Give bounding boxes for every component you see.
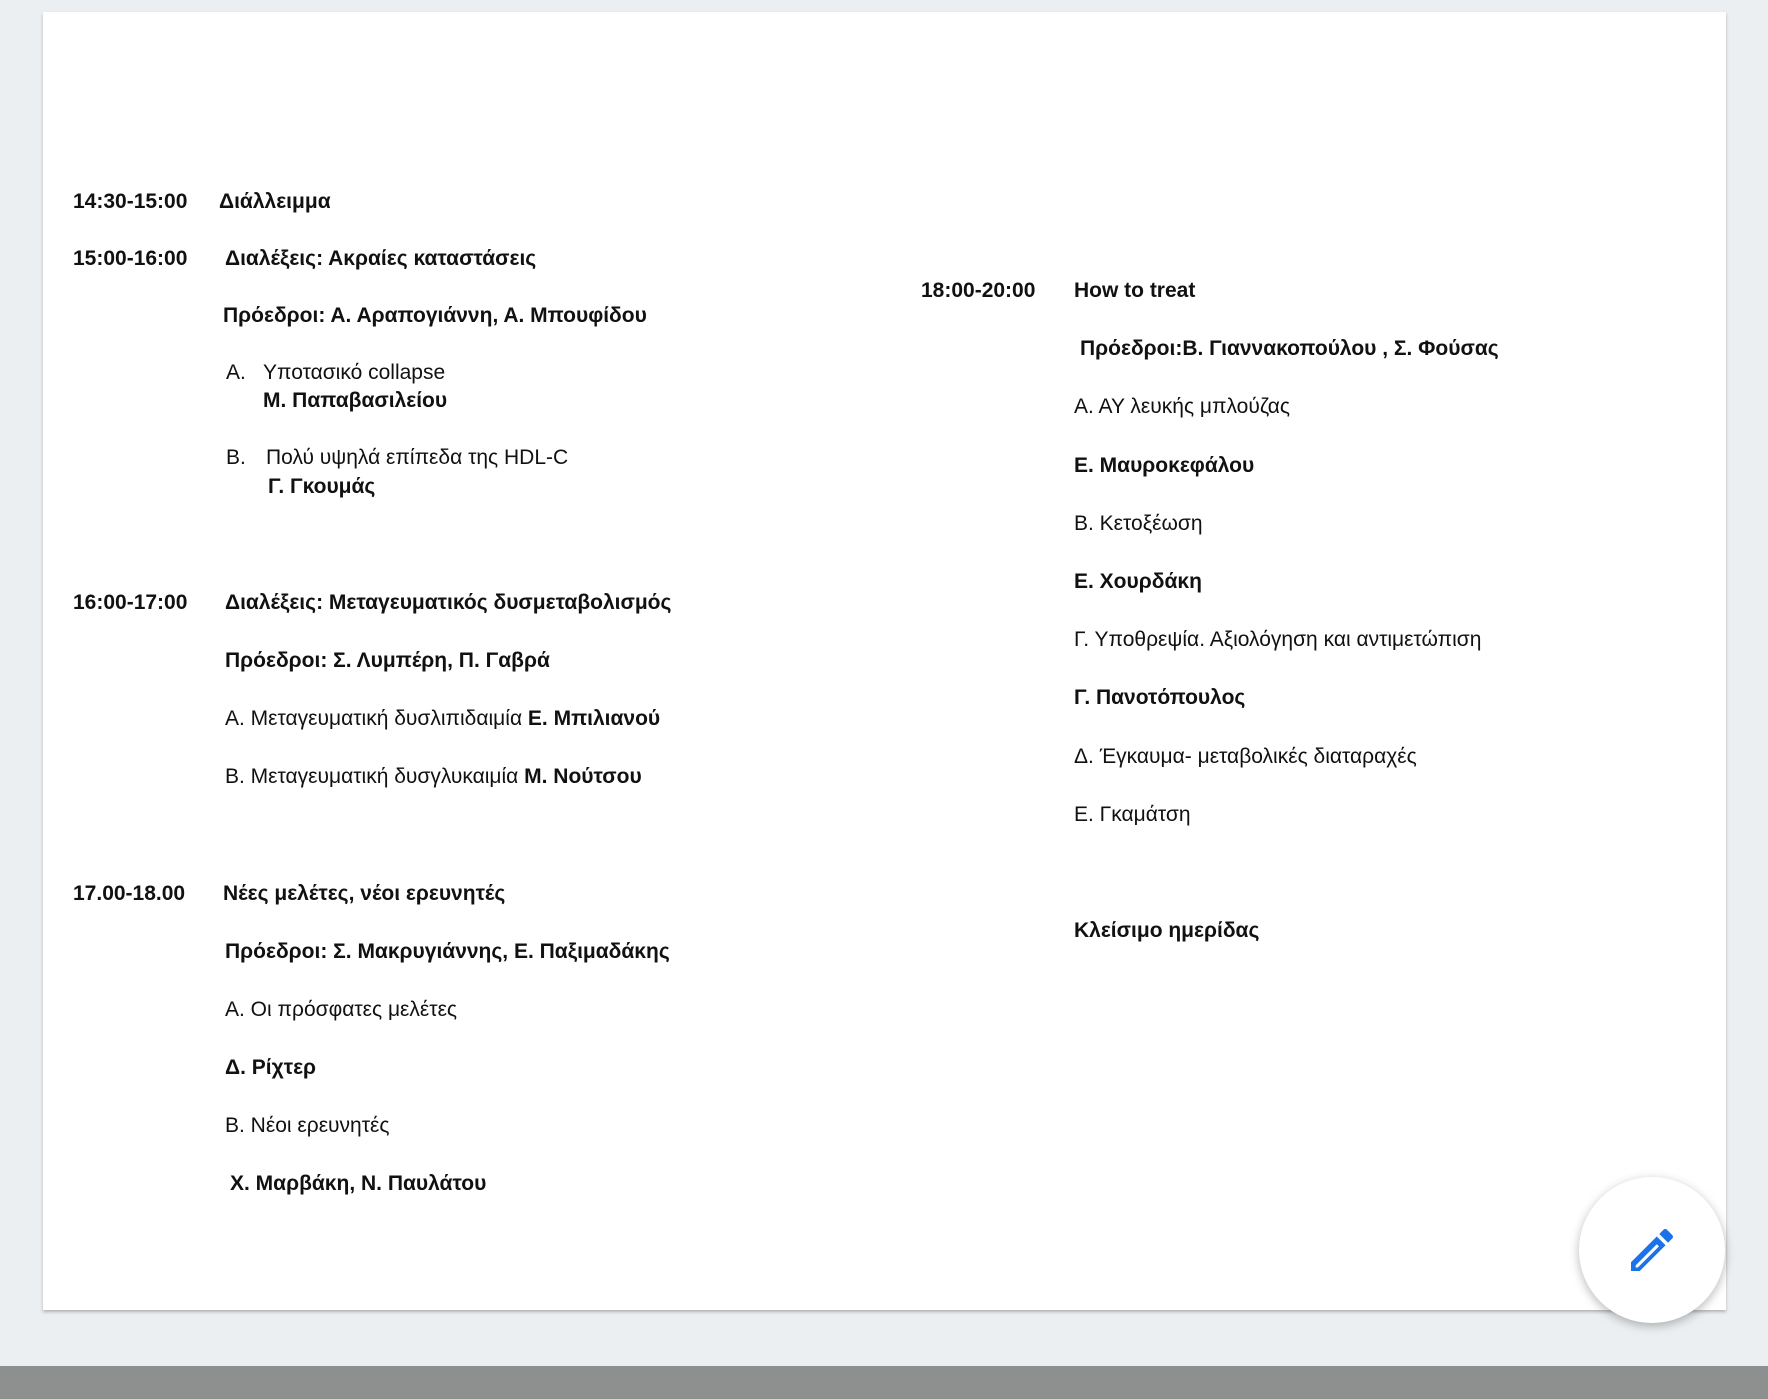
session4-d-speaker: Ε. Γκαμάτση bbox=[1074, 803, 1191, 826]
session2-a-title: Α. Μεταγευματική δυσλιπιδαιμία bbox=[225, 707, 528, 730]
session1-a-marker: Α. bbox=[226, 361, 246, 384]
pencil-icon bbox=[1624, 1222, 1680, 1278]
session3-b-speaker: Χ. Μαρβάκη, Ν. Παυλάτου bbox=[230, 1172, 487, 1195]
session2-time: 16:00-17:00 bbox=[73, 591, 188, 614]
session2-b-title: Β. Μεταγευματική δυσγλυκαιμία bbox=[225, 765, 525, 788]
session1-a-speaker: Μ. Παπαβασιλείου bbox=[263, 389, 448, 412]
session3-title: Νέες μελέτες, νέοι ερευνητές bbox=[223, 882, 506, 905]
session2-a bbox=[225, 706, 660, 732]
session2-b-speaker: Μ. Νούτσου bbox=[524, 765, 642, 788]
session3-chairs: Πρόεδροι: Σ. Μακρυγιάννης, Ε. Παξιμαδάκης bbox=[225, 940, 670, 963]
session3-a-title: Α. Οι πρόσφατες μελέτες bbox=[225, 998, 458, 1021]
break-title: Διάλλειμμα bbox=[219, 190, 331, 213]
session1-title: Διαλέξεις: Ακραίες καταστάσεις bbox=[225, 247, 537, 270]
session4-chairs: Πρόεδροι:Β. Γιαννακοπούλου , Σ. Φούσας bbox=[1080, 337, 1499, 360]
session4-a-speaker: Ε. Μαυροκεφάλου bbox=[1074, 454, 1255, 477]
edit-fab-button[interactable] bbox=[1579, 1177, 1725, 1323]
session4-time: 18:00-20:00 bbox=[921, 279, 1036, 302]
session3-time: 17.00-18.00 bbox=[73, 882, 186, 905]
session1-time: 15:00-16:00 bbox=[73, 247, 188, 270]
session4-c-speaker: Γ. Πανοτόπουλος bbox=[1074, 686, 1246, 709]
session2-a-speaker: Ε. Μπιλιανού bbox=[527, 707, 661, 730]
session3-b-title: Β. Νέοι ερευνητές bbox=[225, 1114, 390, 1137]
session4-b-speaker: Ε. Χουρδάκη bbox=[1074, 570, 1202, 593]
break-time: 14:30-15:00 bbox=[73, 190, 188, 213]
session1-chairs: Πρόεδροι: Α. Αραπογιάννη, Α. Μπουφίδου bbox=[223, 304, 647, 327]
session1-a-title: Υποτασικό collapse bbox=[263, 361, 446, 384]
session2-title: Διαλέξεις: Μεταγευματικός δυσμεταβολισμός bbox=[225, 591, 672, 614]
session1-b-title: Πολύ υψηλά επίπεδα της HDL-C bbox=[266, 446, 569, 469]
session2-b bbox=[225, 764, 642, 790]
session3-a-speaker: Δ. Ρίχτερ bbox=[225, 1056, 317, 1079]
session4-a-title: Α. ΑΥ λευκής μπλούζας bbox=[1074, 395, 1290, 418]
session4-c-title: Γ. Υποθρεψία. Αξιολόγηση και αντιμετώπιση bbox=[1074, 628, 1482, 651]
session2-chairs: Πρόεδροι: Σ. Λυμπέρη, Π. Γαβρά bbox=[225, 649, 550, 672]
session4-title: How to treat bbox=[1074, 279, 1196, 302]
closing-title: Κλείσιμο ημερίδας bbox=[1074, 919, 1260, 942]
session1-b-speaker: Γ. Γκουμάς bbox=[268, 475, 376, 498]
session1-b-marker: Β. bbox=[226, 446, 246, 469]
session4-b-title: Β. Κετοξέωση bbox=[1074, 512, 1203, 535]
session4-d-title: Δ. Έγκαυμα- μεταβολικές διαταραχές bbox=[1074, 745, 1417, 768]
bottom-bar bbox=[0, 1366, 1768, 1399]
